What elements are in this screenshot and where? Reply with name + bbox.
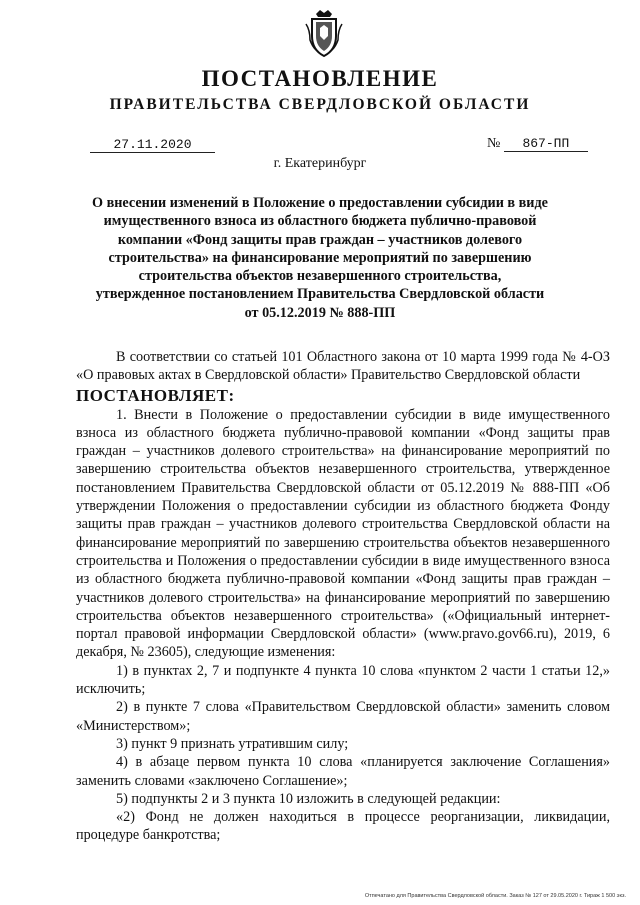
subitem-1: 1) в пунктах 2, 7 и подпункте 4 пункта 10 слова «пунктом 2 части 1 статьи 12,» исключить; xyxy=(76,662,610,698)
subitem-4: 4) в абзаце первом пункта 10 слова «планируется заключение Соглашения» заменить словами «заключено Соглашение»; xyxy=(76,754,610,789)
document-heading xyxy=(70,194,570,322)
heading-line: строительства объектов незавершенного строительства, xyxy=(138,268,502,285)
issue-city: г. Екатеринбург xyxy=(273,156,367,171)
subitem-5: 5) подпункты 2 и 3 пункта 10 изложить в следующей редакции: xyxy=(116,790,501,807)
heading-line: от 05.12.2019 № 888-ПП xyxy=(244,304,396,321)
issuer-subtitle: ПРАВИТЕЛЬСТВА СВЕРДЛОВСКОЙ ОБЛАСТИ xyxy=(109,96,531,113)
document-date: 27.11.2020 xyxy=(90,137,215,153)
heading-line: имущественного взноса из областного бюджета публично-правовой xyxy=(103,213,537,230)
subitem-2: 2) в пункте 7 слова «Правительством Свердловской области» заменить словом «Министерством»; xyxy=(76,699,610,734)
heading-line: О внесении изменений в Положение о предоставлении субсидии в виде xyxy=(92,195,548,211)
print-footnote: Отпечатано для Правительства Свердловской области. Заказ № 127 от 29.05.2020 г. Тираж 1 500 экз. xyxy=(364,893,626,899)
preamble-paragraph: В соответствии со статьей 101 Областного закона от 10 марта 1999 года № 4-ОЗ «О правовых актах в Свердловской области» Правительство Свердловской области xyxy=(76,349,610,384)
document-number-block xyxy=(487,136,588,152)
heading-line: утвержденное постановлением Правительства Свердловской области xyxy=(95,286,545,303)
document-number: 867-ПП xyxy=(504,136,588,152)
heading-line: компании «Фонд защиты прав граждан – участников долевого xyxy=(117,231,523,248)
document-body xyxy=(76,348,610,845)
item-1-paragraph: 1. Внести в Положение о предоставлении субсидии в виде имущественного взноса из областного бюджета публично-правовой компании «Фонд защиты прав граждан – участников долевого строительства» на финансирование мероприятий по завершению строительства объектов незавершенного строительства, утвержденное постановлением Правительства Свердловской области от 05.12.2019 № 888-ПП «Об утверждении Положения о предоставлении субсидии из областного бюджета Фонду защиты прав граждан – участников долевого строительства Свердловской области на финансирование мероприятий по завершению строительства объектов незавершенного строительства и Положения о предоставлении субсидии в виде имущественного взноса из областного бюджета публично-правовой компании «Фонд защиты прав граждан – участников долевого строительства» на финансирование мероприятий по завершению строительства объектов незавершенного строительства» («Официальный интернет-портал правовой информации Свердловской области» (www.pravo.gov66.ru), 2019, 6 декабря, № 23605), следующие изменения: xyxy=(76,406,610,661)
number-label: № xyxy=(487,136,501,151)
quoted-subitem-2: «2) Фонд не должен находиться в процессе реорганизации, ликвидации, процедуре банкротства; xyxy=(76,809,610,844)
decree-word: ПОСТАНОВЛЯЕТ: xyxy=(76,385,235,405)
subitem-3: 3) пункт 9 признать утратившим силу; xyxy=(116,735,349,752)
document-type-title: ПОСТАНОВЛЕНИЕ xyxy=(201,66,439,91)
coat-of-arms-icon xyxy=(304,6,344,58)
heading-line: строительства» на финансирование мероприятий по завершению xyxy=(108,249,532,266)
